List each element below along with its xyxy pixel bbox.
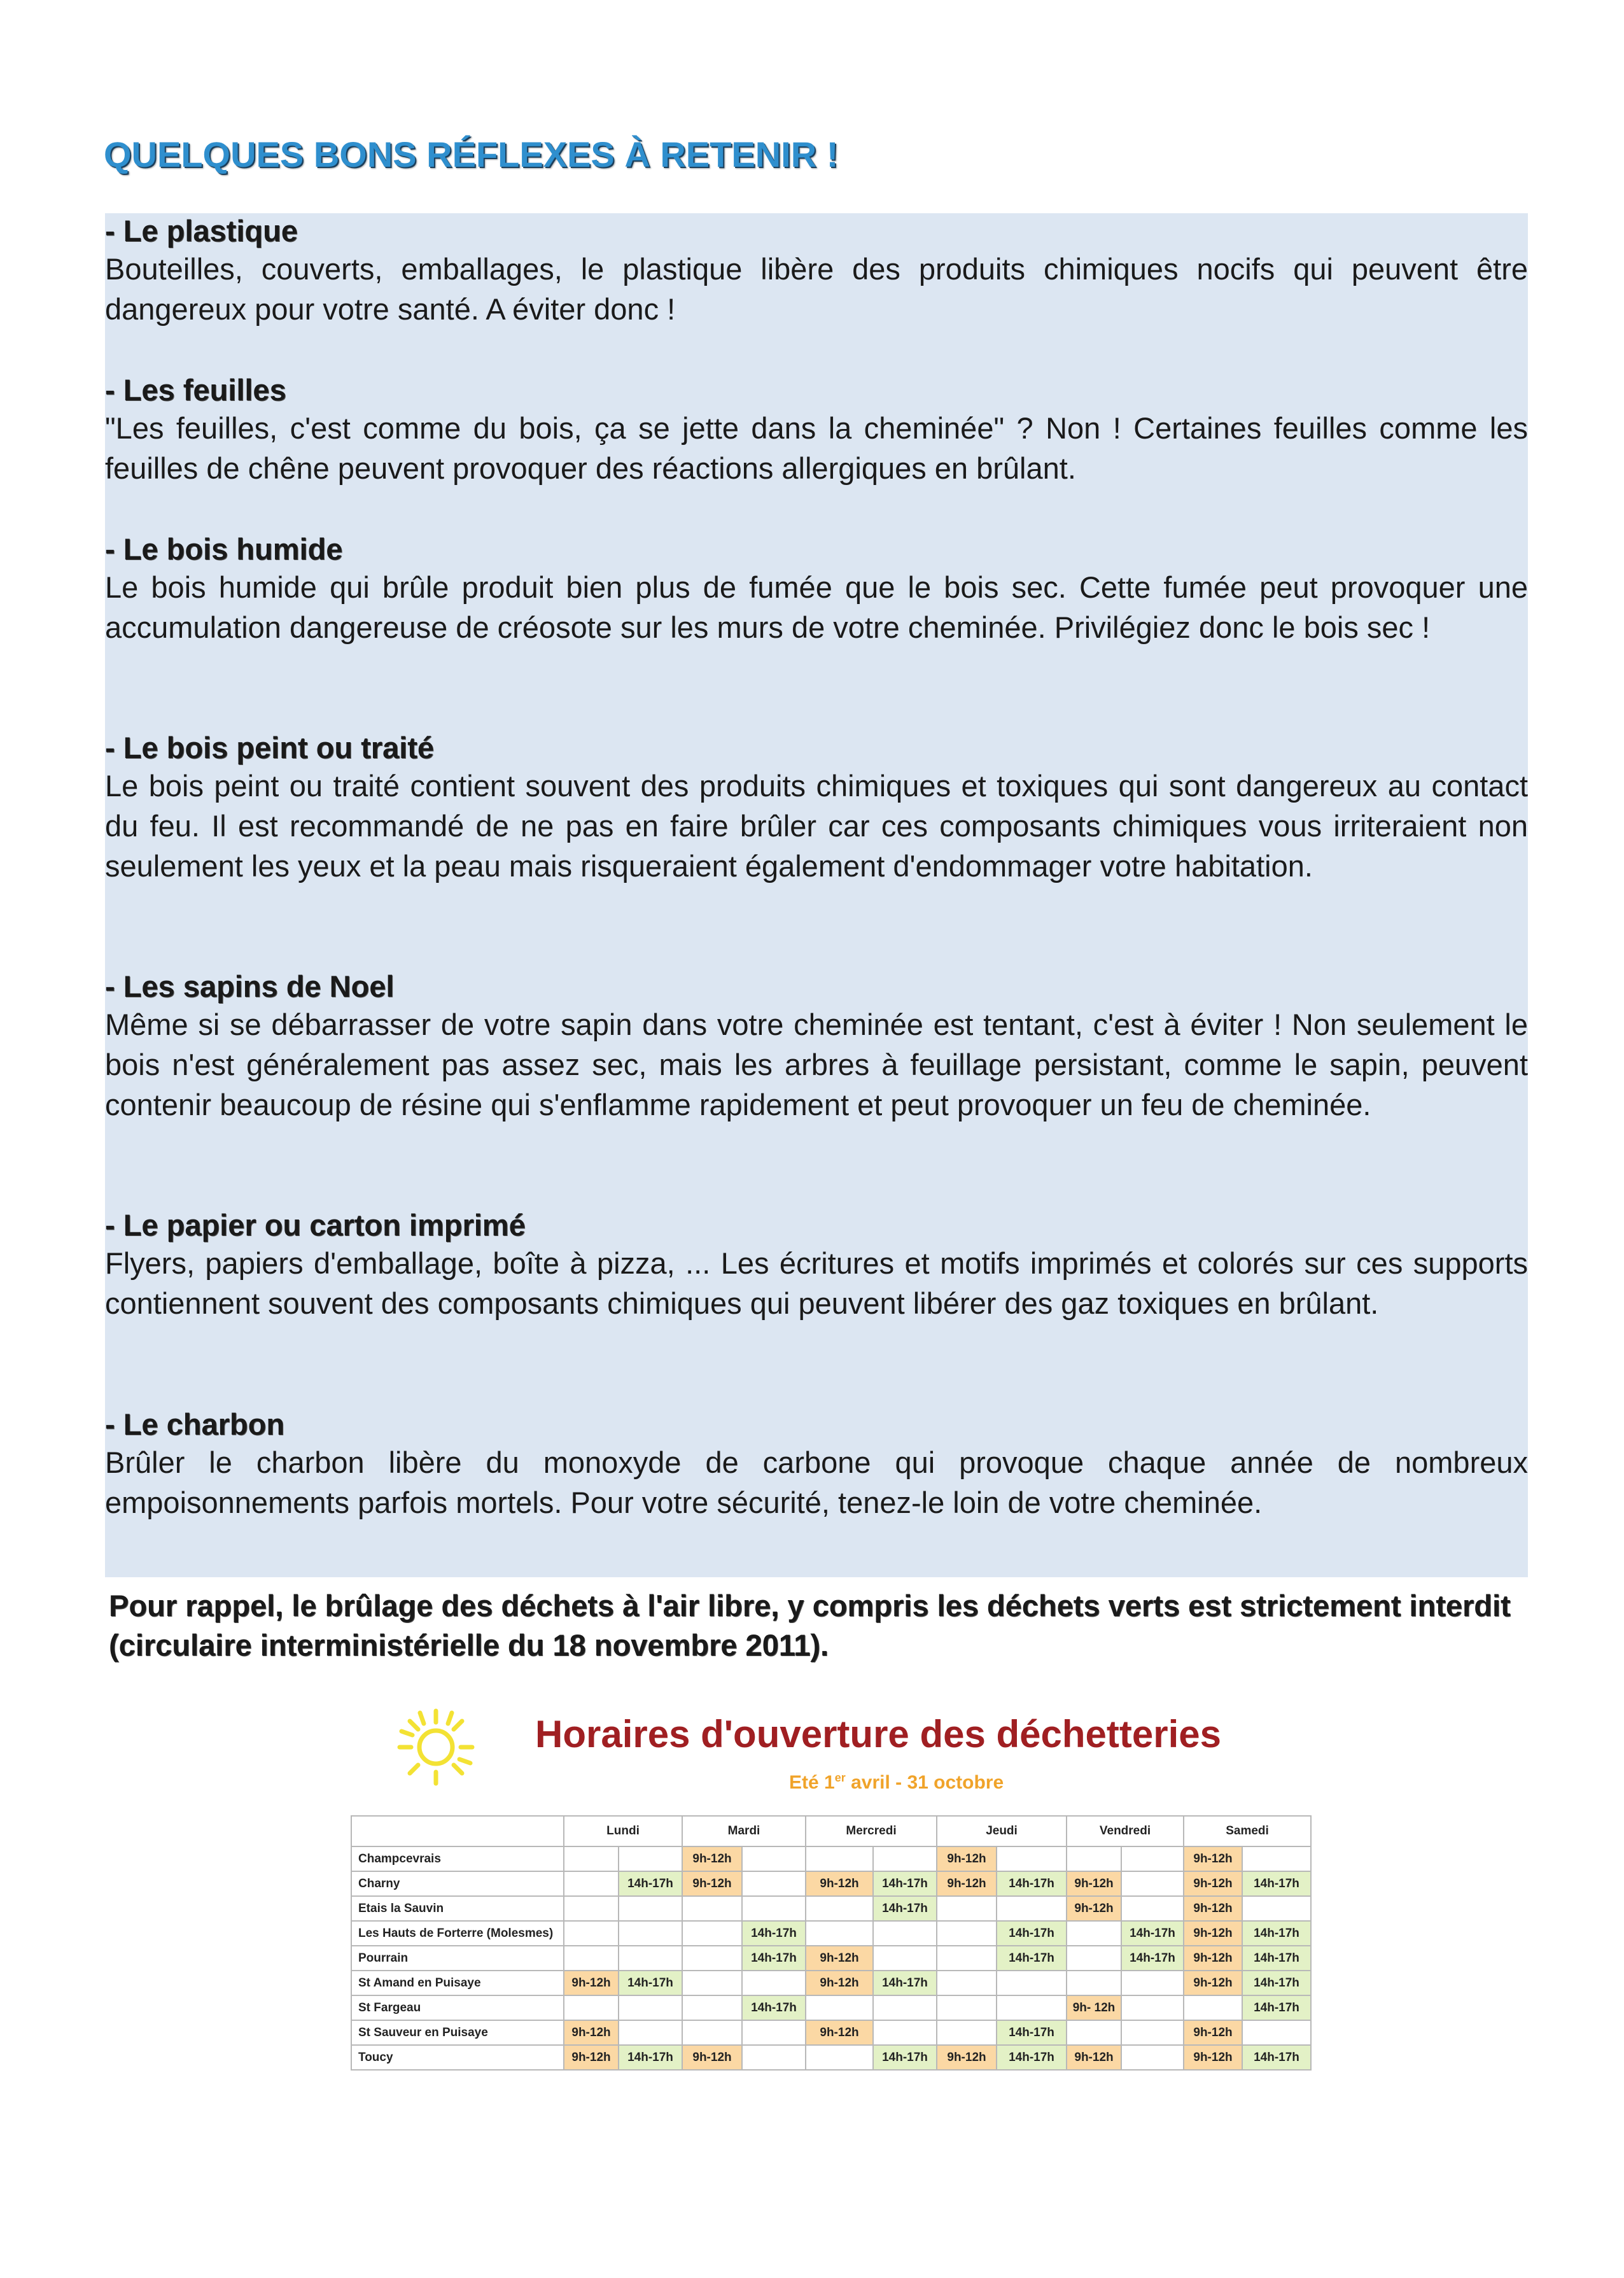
site-name: Pourrain: [351, 1946, 564, 1971]
tip-body: Même si se débarrasser de votre sapin dans votre cheminée est tentant, c'est à éviter ! Non seulement le bois n'est généralement pas assez sec, mais les arbres à feuillage persistant, comme le sapin, peuvent contenir beaucoup de résine qui s'enflamme rapidement et peut provoquer un feu de cheminée.: [105, 1008, 1528, 1121]
schedule-table: [351, 1815, 1312, 2071]
hours-cell: 14h-17h: [1242, 1946, 1311, 1971]
tip-body: Bouteilles, couverts, emballages, le plastique libère des produits chimiques nocifs qui peuvent être dangereux pour votre santé. A éviter donc !: [105, 252, 1528, 326]
hours-cell: 14h-17h: [873, 1871, 937, 1896]
hours-cell: 9h-12h: [682, 1871, 742, 1896]
tip-body: Flyers, papiers d'emballage, boîte à pizza, ... Les écritures et motifs imprimés et colorés sur ces supports contiennent souvent des composants chimiques qui peuvent libérer des gaz toxiques en brûlant.: [105, 1246, 1528, 1320]
table-row: [351, 2045, 1311, 2070]
hours-cell: [619, 2020, 682, 2045]
tip-heading: - Les feuilles: [105, 373, 286, 407]
corner-cell: [351, 1816, 564, 1846]
tip-heading: - Le papier ou carton imprimé: [105, 1208, 526, 1242]
schedule-subtitle: [789, 1771, 1004, 1794]
site-name: Toucy: [351, 2045, 564, 2070]
site-name: Les Hauts de Forterre (Molesmes): [351, 1921, 564, 1946]
hours-cell: 9h-12h: [1184, 1871, 1242, 1896]
table-row: [351, 1995, 1311, 2020]
hours-cell: [564, 1871, 619, 1896]
tip-body: Le bois peint ou traité contient souvent des produits chimiques et toxiques qui sont dangereux au contact du feu. Il est recommandé de ne pas en faire brûler car ces composants chimiques vous irriteraient non seulement les yeux et la peau mais risqueraient également d'endommager votre habitation.: [105, 769, 1528, 883]
schedule-header-row: [351, 1816, 1311, 1846]
hours-cell: 9h-12h: [1184, 2045, 1242, 2070]
hours-cell: 9h-12h: [564, 2020, 619, 2045]
site-name: Champcevrais: [351, 1846, 564, 1871]
hours-cell: [564, 1846, 619, 1871]
hours-cell: [1067, 1946, 1121, 1971]
hours-cell: 9h-12h: [1184, 1896, 1242, 1921]
site-name: Etais la Sauvin: [351, 1896, 564, 1921]
hours-cell: 14h-17h: [873, 2045, 937, 2070]
reminder-text: Pour rappel, le brûlage des déchets à l'air libre, y compris les déchets verts est strictement interdit (circulaire interministérielle du 18 novembre 2011).: [109, 1589, 1511, 1662]
hours-cell: 14h-17h: [873, 1896, 937, 1921]
hours-cell: [1067, 1846, 1121, 1871]
hours-cell: 9h-12h: [1184, 1921, 1242, 1946]
hours-cell: 14h-17h: [997, 2045, 1067, 2070]
tip-feuilles: [105, 372, 1528, 488]
hours-cell: 9h- 12h: [1067, 1995, 1121, 2020]
hours-cell: [997, 1971, 1067, 1995]
page-title: QUELQUES BONS RÉFLEXES À RETENIR !: [104, 134, 839, 174]
hours-cell: 9h-12h: [1184, 2020, 1242, 2045]
hours-cell: 9h-12h: [1184, 1971, 1242, 1995]
tip-heading: - Le charbon: [105, 1407, 285, 1441]
hours-cell: [1184, 1995, 1242, 2020]
hours-cell: [1067, 1921, 1121, 1946]
hours-cell: 9h-12h: [1067, 1896, 1121, 1921]
schedule-body: [351, 1846, 1311, 2070]
hours-cell: [937, 2020, 997, 2045]
hours-cell: [997, 1896, 1067, 1921]
hours-cell: [682, 1946, 742, 1971]
hours-cell: [1242, 1846, 1311, 1871]
hours-cell: 14h-17h: [1121, 1946, 1184, 1971]
hours-cell: [1121, 1871, 1184, 1896]
hours-cell: [682, 1995, 742, 2020]
subtitle-suffix: avril - 31 octobre: [845, 1772, 1004, 1793]
tip-heading: - Le plastique: [105, 214, 298, 248]
hours-cell: [1067, 2020, 1121, 2045]
hours-cell: 14h-17h: [997, 1946, 1067, 1971]
schedule-title: Horaires d'ouverture des déchetteries: [535, 1713, 1222, 1755]
hours-cell: [742, 1971, 806, 1995]
hours-cell: 9h-12h: [1067, 2045, 1121, 2070]
hours-cell: 9h-12h: [1067, 1871, 1121, 1896]
hours-cell: [806, 1921, 873, 1946]
hours-cell: 9h-12h: [564, 2045, 619, 2070]
hours-cell: 14h-17h: [997, 1921, 1067, 1946]
table-row: [351, 1971, 1311, 1995]
tip-heading: - Les sapins de Noel: [105, 969, 395, 1003]
table-row: [351, 1896, 1311, 1921]
hours-cell: [564, 1921, 619, 1946]
hours-cell: 9h-12h: [682, 2045, 742, 2070]
hours-cell: [682, 1921, 742, 1946]
hours-cell: 9h-12h: [806, 2020, 873, 2045]
subtitle-sup: er: [834, 1771, 846, 1784]
day-header: Mercredi: [806, 1816, 937, 1846]
hours-cell: [997, 1846, 1067, 1871]
hours-cell: [619, 1921, 682, 1946]
hours-cell: 14h-17h: [1121, 1921, 1184, 1946]
hours-cell: [564, 1946, 619, 1971]
hours-cell: 9h-12h: [1184, 1946, 1242, 1971]
hours-cell: [1242, 2020, 1311, 2045]
day-header: Jeudi: [937, 1816, 1067, 1846]
hours-cell: [1067, 1971, 1121, 1995]
hours-cell: [806, 1995, 873, 2020]
tip-sapins: [105, 969, 1528, 1125]
hours-cell: 14h-17h: [742, 1921, 806, 1946]
hours-cell: [873, 1921, 937, 1946]
tip-bois-peint: [105, 730, 1528, 886]
hours-cell: [682, 1971, 742, 1995]
hours-cell: [619, 1946, 682, 1971]
table-row: [351, 1871, 1311, 1896]
table-row: [351, 1921, 1311, 1946]
tip-bois-humide: [105, 531, 1528, 647]
site-name: St Sauveur en Puisaye: [351, 2020, 564, 2045]
subtitle-prefix: Eté 1: [789, 1772, 835, 1793]
hours-cell: [937, 1921, 997, 1946]
hours-cell: 14h-17h: [742, 1995, 806, 2020]
hours-cell: [873, 1995, 937, 2020]
hours-cell: 9h-12h: [564, 1971, 619, 1995]
site-name: Charny: [351, 1871, 564, 1896]
tip-body: Brûler le charbon libère du monoxyde de carbone qui provoque chaque année de nombreux empoisonnements parfois mortels. Pour votre sécurité, tenez-le loin de votre cheminée.: [105, 1445, 1528, 1519]
hours-cell: 9h-12h: [937, 1846, 997, 1871]
hours-cell: 9h-12h: [806, 1946, 873, 1971]
tips-box: [105, 213, 1528, 1577]
hours-cell: 14h-17h: [1242, 1921, 1311, 1946]
hours-cell: 14h-17h: [619, 1871, 682, 1896]
day-header: Vendredi: [1067, 1816, 1184, 1846]
hours-cell: [742, 1846, 806, 1871]
sun-icon: [395, 1706, 477, 1789]
tip-body: "Les feuilles, c'est comme du bois, ça se jette dans la cheminée" ? Non ! Certaines feuilles comme les feuilles de chêne peuvent provoquer des réactions allergiques en brûlant.: [105, 411, 1528, 485]
hours-cell: [873, 2020, 937, 2045]
site-name: St Fargeau: [351, 1995, 564, 2020]
hours-cell: [619, 1846, 682, 1871]
hours-cell: [564, 1896, 619, 1921]
hours-cell: [1121, 1971, 1184, 1995]
day-header: Samedi: [1184, 1816, 1311, 1846]
hours-cell: [619, 1896, 682, 1921]
hours-cell: [1121, 2020, 1184, 2045]
site-name: St Amand en Puisaye: [351, 1971, 564, 1995]
hours-cell: 9h-12h: [937, 1871, 997, 1896]
hours-cell: [873, 1946, 937, 1971]
hours-cell: 14h-17h: [1242, 1971, 1311, 1995]
hours-cell: [742, 1871, 806, 1896]
tip-plastique: [105, 213, 1528, 329]
tip-charbon: [105, 1407, 1528, 1522]
hours-cell: 14h-17h: [997, 1871, 1067, 1896]
hours-cell: [937, 1946, 997, 1971]
tip-heading: - Le bois peint ou traité: [105, 731, 435, 764]
hours-cell: [742, 1896, 806, 1921]
hours-cell: [806, 1846, 873, 1871]
hours-cell: [742, 2045, 806, 2070]
hours-cell: [806, 2045, 873, 2070]
tip-body: Le bois humide qui brûle produit bien plus de fumée que le bois sec. Cette fumée peut provoquer une accumulation dangereuse de créosote sur les murs de votre cheminée. Privilégiez donc le bois sec !: [105, 570, 1528, 644]
hours-cell: 14h-17h: [1242, 2045, 1311, 2070]
hours-cell: [682, 2020, 742, 2045]
hours-cell: 14h-17h: [997, 2020, 1067, 2045]
hours-cell: 14h-17h: [1242, 1871, 1311, 1896]
day-header: Lundi: [564, 1816, 682, 1846]
hours-cell: 14h-17h: [619, 1971, 682, 1995]
hours-cell: [997, 1995, 1067, 2020]
hours-cell: 9h-12h: [806, 1971, 873, 1995]
day-header: Mardi: [682, 1816, 806, 1846]
hours-cell: [806, 1896, 873, 1921]
hours-cell: 9h-12h: [806, 1871, 873, 1896]
hours-cell: [742, 2020, 806, 2045]
table-row: [351, 1846, 1311, 1871]
hours-cell: [1242, 1896, 1311, 1921]
hours-cell: [1121, 1846, 1184, 1871]
hours-cell: [937, 1995, 997, 2020]
hours-cell: [564, 1995, 619, 2020]
hours-cell: [937, 1896, 997, 1921]
hours-cell: [873, 1846, 937, 1871]
hours-cell: [937, 1971, 997, 1995]
table-row: [351, 2020, 1311, 2045]
tip-heading: - Le bois humide: [105, 532, 343, 566]
hours-cell: [1121, 1896, 1184, 1921]
hours-cell: 14h-17h: [619, 2045, 682, 2070]
hours-cell: 14h-17h: [742, 1946, 806, 1971]
hours-cell: [1121, 1995, 1184, 2020]
hours-cell: 9h-12h: [1184, 1846, 1242, 1871]
hours-cell: [619, 1995, 682, 2020]
hours-cell: 9h-12h: [937, 2045, 997, 2070]
hours-cell: 14h-17h: [873, 1971, 937, 1995]
hours-cell: 9h-12h: [682, 1846, 742, 1871]
hours-cell: [1121, 2045, 1184, 2070]
tip-papier: [105, 1207, 1528, 1323]
hours-cell: 14h-17h: [1242, 1995, 1311, 2020]
table-row: [351, 1946, 1311, 1971]
hours-cell: [682, 1896, 742, 1921]
